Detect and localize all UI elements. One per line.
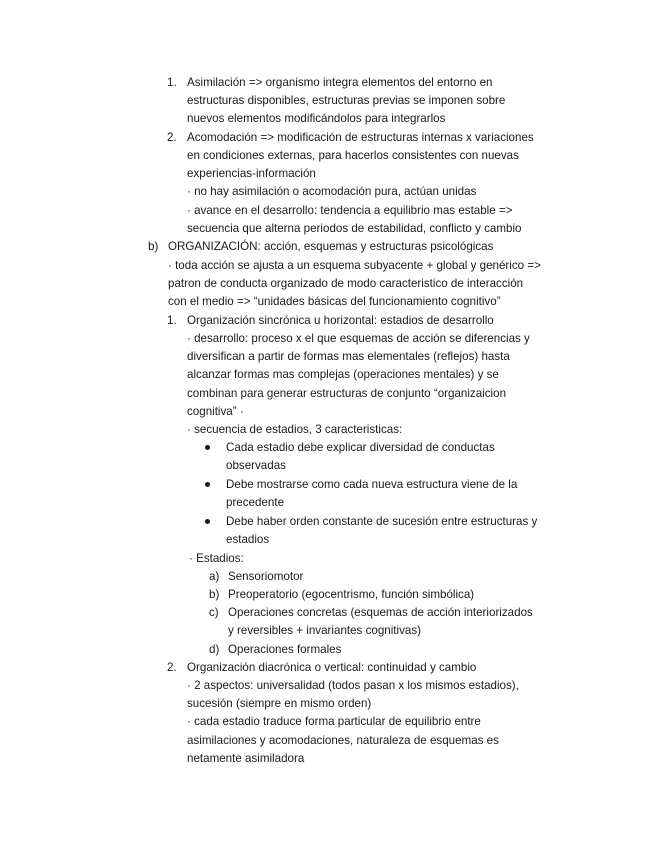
text-line: Acomodación => modificación de estructuras internas x variaciones — [187, 131, 534, 144]
list-marker: 2. — [167, 661, 177, 674]
bullet-text: Cada estadio debe explicar diversidad de conductas — [226, 441, 495, 454]
text-line: en condiciones externas, para hacerlos consistentes con nuevas — [187, 149, 519, 162]
text-line: · desarrollo: proceso x el que esquemas de acción se diferencias y — [187, 332, 530, 345]
estadio-text: Sensoriomotor — [228, 570, 304, 583]
estadio-text: Operaciones formales — [228, 643, 342, 656]
list-marker: c) — [209, 606, 219, 619]
text-line: netamente asimiladora — [187, 752, 305, 765]
text-line: · toda acción se ajusta a un esquema subyacente + global y genérico => — [168, 259, 541, 272]
text-line: combinan para generar estructuras de conjunto “organizaicion — [187, 387, 507, 400]
text-line: · secuencia de estadios, 3 caracteristicas: — [187, 423, 403, 436]
bullet-dot — [205, 482, 210, 487]
bullet-text: estadios — [226, 533, 270, 546]
text-line: diversifican a partir de formas mas elementales (reflejos) hasta — [187, 350, 510, 363]
estadio-text: y reversibles + invariantes cognitivas) — [228, 624, 421, 637]
list-marker: a) — [209, 570, 220, 583]
text-line: Organización sincrónica u horizontal: estadios de desarrollo — [187, 314, 494, 327]
text-line: asimilaciones y acomodaciones, naturaleza de esquemas es — [187, 734, 499, 747]
text-line: alcanzar formas mas complejas (operaciones mentales) y se — [187, 368, 499, 381]
text-line: secuencia que alterna periodos de estabilidad, conflicto y cambio — [187, 222, 522, 235]
text-line: experiencias-información — [187, 167, 316, 180]
text-line: patron de conducta organizado de modo caracteristico de interacción — [168, 277, 524, 290]
list-marker: 1. — [167, 76, 177, 89]
text-line: estructuras disponibles, estructuras previas se imponen sobre — [187, 94, 506, 107]
text-line: con el medio => “unidades básicas del funcionamiento cognitivo” — [168, 295, 501, 308]
text-line: · no hay asimilación o acomodación pura, actúan unidas — [187, 185, 477, 198]
text-line: Asimilación => organismo integra elementos del entorno en — [187, 76, 493, 89]
list-marker: b) — [209, 588, 220, 601]
list-marker: 2. — [167, 131, 177, 144]
text-line: · avance en el desarrollo: tendencia a equilibrio mas estable => — [187, 204, 513, 217]
text-line: Organización diacrónica o vertical: continuidad y cambio — [187, 661, 477, 674]
section-heading: ORGANIZACIÓN: acción, esquemas y estructuras psicológicas — [168, 240, 494, 253]
section-marker: b) — [148, 240, 159, 253]
bullet-text: Debe haber orden constante de sucesión entre estructuras y — [226, 515, 538, 528]
bullet-dot — [205, 519, 210, 524]
estadio-text: Preoperatorio (egocentrismo, función simbólica) — [228, 588, 475, 601]
bullet-dot — [205, 445, 210, 450]
text-line: · 2 aspectos: universalidad (todos pasan x los mismos estadios), — [187, 679, 519, 692]
bullet-text: Debe mostrarse como cada nueva estructura viene de la — [226, 478, 518, 491]
text-line: cognitiva” · — [187, 405, 244, 418]
list-marker: 1. — [167, 314, 177, 327]
text-line: nuevos elementos modificándolos para integrarlos — [187, 112, 446, 125]
estadio-text: Operaciones concretas (esquemas de acción interiorizados — [228, 606, 533, 619]
estadios-label: · Estadios: — [189, 552, 244, 565]
text-line: sucesión (siempre en mismo orden) — [187, 697, 372, 710]
text-line: · cada estadio traduce forma particular de equilibrio entre — [187, 715, 481, 728]
bullet-text: observadas — [226, 459, 286, 472]
list-marker: d) — [209, 643, 220, 656]
bullet-text: precedente — [226, 496, 285, 509]
